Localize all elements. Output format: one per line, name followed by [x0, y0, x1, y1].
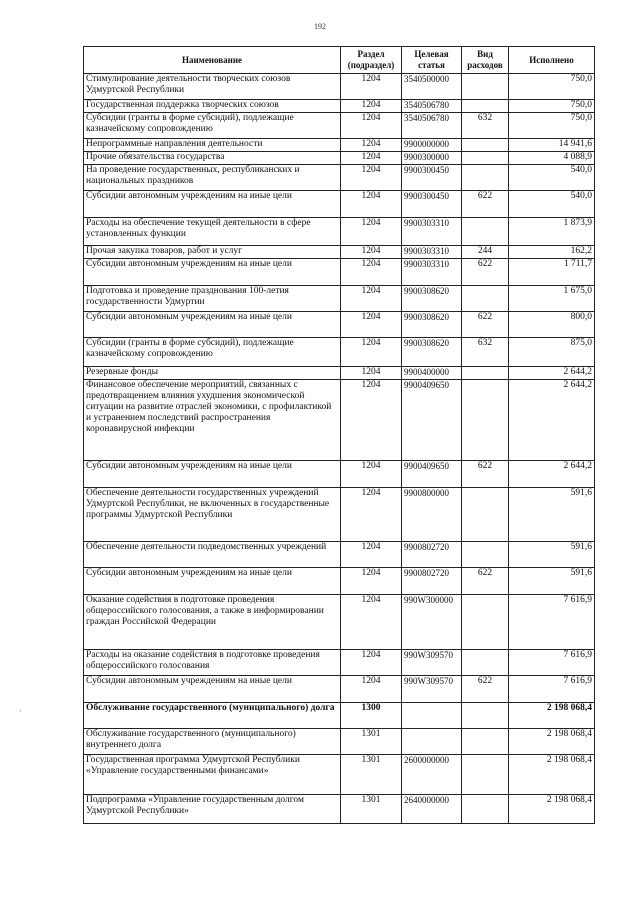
- table-row: [84, 729, 595, 755]
- row-amount: 7 616,9: [509, 650, 595, 676]
- table-row: [84, 113, 595, 139]
- table-header-row: [84, 47, 595, 74]
- row-target: 9900800000: [402, 488, 462, 542]
- table-row: [84, 259, 595, 286]
- row-section: 1301: [341, 755, 402, 795]
- row-amount: 2 198 068,4: [509, 703, 595, 729]
- row-name: Субсидии автономным учреждениям на иные цели: [84, 676, 341, 703]
- row-amount: 2 198 068,4: [509, 755, 595, 795]
- row-kind: [462, 795, 509, 824]
- row-section: 1204: [341, 152, 402, 165]
- row-amount: 7 616,9: [509, 595, 595, 650]
- row-amount: 540,0: [509, 191, 595, 218]
- row-kind: [462, 286, 509, 312]
- row-target: 990W300000: [402, 595, 462, 650]
- row-section: 1204: [341, 380, 402, 461]
- table-row: [84, 286, 595, 312]
- row-name: Субсидии автономным учреждениям на иные цели: [84, 312, 341, 338]
- row-section: 1204: [341, 139, 402, 152]
- table-row: [84, 218, 595, 246]
- row-amount: 750,0: [509, 100, 595, 113]
- table-row: [84, 191, 595, 218]
- table-row: [84, 338, 595, 367]
- table-row: [84, 676, 595, 703]
- row-kind: [462, 595, 509, 650]
- row-kind: 622: [462, 259, 509, 286]
- row-target: 9900409650: [402, 461, 462, 488]
- table-row: [84, 74, 595, 100]
- row-amount: 2 644,2: [509, 380, 595, 461]
- row-name: Подготовка и проведение празднования 100-летия государственности Удмуртии: [84, 286, 341, 312]
- row-kind: [462, 729, 509, 755]
- row-target: 9900308620: [402, 286, 462, 312]
- table-row: [84, 542, 595, 568]
- row-name: Государственная поддержка творческих союзов: [84, 100, 341, 113]
- row-name: Субсидии автономным учреждениям на иные цели: [84, 191, 341, 218]
- row-amount: 1 675,0: [509, 286, 595, 312]
- row-section: 1204: [341, 650, 402, 676]
- row-name: На проведение государственных, республиканских и национальных праздников: [84, 165, 341, 191]
- row-amount: 1 873,9: [509, 218, 595, 246]
- row-target: 2600000000: [402, 755, 462, 795]
- row-kind: [462, 488, 509, 542]
- row-kind: [462, 165, 509, 191]
- row-section: 1204: [341, 218, 402, 246]
- row-kind: [462, 380, 509, 461]
- table-row: [84, 488, 595, 542]
- row-name: Финансовое обеспечение мероприятий, связанных с предотвращением влияния ухудшения экономической ситуации на развитие отраслей экономики, с профилактикой и устранением последствий распространения коронавирусной инфекции: [84, 380, 341, 461]
- row-section: 1204: [341, 312, 402, 338]
- table-row: [84, 165, 595, 191]
- row-section: 1204: [341, 568, 402, 595]
- row-target: 9900308620: [402, 338, 462, 367]
- row-name: Обслуживание государственного (муниципального) долга: [84, 703, 341, 729]
- header-kind: Вид расходов: [462, 47, 509, 74]
- row-section: 1204: [341, 676, 402, 703]
- row-target: 9900300450: [402, 191, 462, 218]
- row-amount: 540,0: [509, 165, 595, 191]
- row-kind: [462, 218, 509, 246]
- table-row: [84, 367, 595, 380]
- row-name: Стимулирование деятельности творческих союзов Удмуртской Республики: [84, 74, 341, 100]
- header-name: Наименование: [84, 47, 341, 74]
- row-name: Расходы на обеспечение текущей деятельности в сфере установленных функции: [84, 218, 341, 246]
- table-row: [84, 139, 595, 152]
- row-kind: [462, 74, 509, 100]
- row-name: Обеспечение деятельности государственных учреждений Удмуртской Республики, не включенных в государственные программы Удмуртской Республики: [84, 488, 341, 542]
- row-amount: 2 644,2: [509, 461, 595, 488]
- row-target: 990W309570: [402, 676, 462, 703]
- row-amount: 2 198 068,4: [509, 729, 595, 755]
- table-row: [84, 380, 595, 461]
- table-row: [84, 650, 595, 676]
- table-row: [84, 312, 595, 338]
- row-amount: 591,6: [509, 488, 595, 542]
- row-kind: [462, 139, 509, 152]
- row-section: 1204: [341, 286, 402, 312]
- row-amount: 14 941,6: [509, 139, 595, 152]
- row-name: Расходы на оказание содействия в подготовке проведения общероссийского голосования: [84, 650, 341, 676]
- row-name: Резервные фонды: [84, 367, 341, 380]
- row-target: 9900400000: [402, 367, 462, 380]
- row-target: [402, 729, 462, 755]
- row-target: 2640000000: [402, 795, 462, 824]
- row-section: 1204: [341, 100, 402, 113]
- table-row: [84, 568, 595, 595]
- row-name: Субсидии автономным учреждениям на иные цели: [84, 461, 341, 488]
- header-amount: Исполнено: [509, 47, 595, 74]
- row-kind: 622: [462, 312, 509, 338]
- row-name: Оказание содействия в подготовке проведения общероссийского голосования, а также в информировании граждан Российской Федерации: [84, 595, 341, 650]
- row-kind: [462, 650, 509, 676]
- table-row: [84, 703, 595, 729]
- row-section: 1204: [341, 246, 402, 259]
- row-name: Субсидии (гранты в форме субсидий), подлежащие казначейскому сопровождению: [84, 113, 341, 139]
- row-section: 1204: [341, 488, 402, 542]
- row-name: Обслуживание государственного (муниципального) внутреннего долга: [84, 729, 341, 755]
- row-section: 1204: [341, 259, 402, 286]
- row-amount: 162,2: [509, 246, 595, 259]
- row-kind: 622: [462, 461, 509, 488]
- row-section: 1204: [341, 165, 402, 191]
- row-kind: 622: [462, 568, 509, 595]
- row-section: 1204: [341, 191, 402, 218]
- row-name: Государственная программа Удмуртской Республики «Управление государственными финансами»: [84, 755, 341, 795]
- row-amount: 1 711,7: [509, 259, 595, 286]
- row-target: 9900303310: [402, 218, 462, 246]
- table-row: [84, 246, 595, 259]
- row-section: 1204: [341, 542, 402, 568]
- row-kind: 632: [462, 113, 509, 139]
- row-section: 1204: [341, 595, 402, 650]
- table-body: [84, 74, 595, 824]
- row-target: 9900409650: [402, 380, 462, 461]
- row-name: Непрограммные направления деятельности: [84, 139, 341, 152]
- row-target: 3540500000: [402, 74, 462, 100]
- row-name: Субсидии автономным учреждениям на иные цели: [84, 568, 341, 595]
- row-amount: 2 644,2: [509, 367, 595, 380]
- table-row: [84, 461, 595, 488]
- row-kind: [462, 100, 509, 113]
- page-number: 192: [314, 22, 326, 31]
- row-section: 1204: [341, 113, 402, 139]
- row-target: 3540506780: [402, 100, 462, 113]
- row-section: 1204: [341, 367, 402, 380]
- row-target: 990W309570: [402, 650, 462, 676]
- row-target: 3540506780: [402, 113, 462, 139]
- header-section: Раздел (подраздел): [341, 47, 402, 74]
- row-name: Подпрограмма «Управление государственным долгом Удмуртской Республики»: [84, 795, 341, 824]
- row-amount: 2 198 068,4: [509, 795, 595, 824]
- row-section: 1204: [341, 74, 402, 100]
- row-kind: 622: [462, 191, 509, 218]
- table-row: [84, 100, 595, 113]
- row-section: 1204: [341, 461, 402, 488]
- table-row: [84, 755, 595, 795]
- row-kind: [462, 755, 509, 795]
- row-kind: 622: [462, 676, 509, 703]
- row-kind: [462, 367, 509, 380]
- row-target: 9900303310: [402, 259, 462, 286]
- row-name: Субсидии (гранты в форме субсидий), подлежащие казначейскому сопровождению: [84, 338, 341, 367]
- row-amount: 591,6: [509, 542, 595, 568]
- row-amount: 750,0: [509, 113, 595, 139]
- row-kind: 632: [462, 338, 509, 367]
- row-target: 9900300450: [402, 165, 462, 191]
- row-amount: 750,0: [509, 74, 595, 100]
- row-name: Субсидии автономным учреждениям на иные цели: [84, 259, 341, 286]
- row-name: Прочая закупка товаров, работ и услуг: [84, 246, 341, 259]
- margin-mark: ·: [19, 707, 22, 716]
- row-target: 9900300000: [402, 152, 462, 165]
- row-kind: [462, 542, 509, 568]
- row-amount: 800,0: [509, 312, 595, 338]
- table-row: [84, 152, 595, 165]
- row-target: [402, 703, 462, 729]
- row-section: 1300: [341, 703, 402, 729]
- budget-table: [83, 46, 595, 824]
- row-target: 9900000000: [402, 139, 462, 152]
- row-section: 1301: [341, 729, 402, 755]
- row-target: 9900802720: [402, 542, 462, 568]
- row-kind: [462, 152, 509, 165]
- row-amount: 4 088,9: [509, 152, 595, 165]
- table-row: [84, 595, 595, 650]
- row-target: 9900802720: [402, 568, 462, 595]
- row-kind: 244: [462, 246, 509, 259]
- row-section: 1301: [341, 795, 402, 824]
- row-amount: 875,0: [509, 338, 595, 367]
- table-row: [84, 795, 595, 824]
- row-amount: 591,6: [509, 568, 595, 595]
- row-name: Обеспечение деятельности подведомственных учреждений: [84, 542, 341, 568]
- row-name: Прочие обязательства государства: [84, 152, 341, 165]
- row-target: 9900308620: [402, 312, 462, 338]
- row-section: 1204: [341, 338, 402, 367]
- row-amount: 7 616,9: [509, 676, 595, 703]
- header-target: Целевая статья: [402, 47, 462, 74]
- row-kind: [462, 703, 509, 729]
- row-target: 9900303310: [402, 246, 462, 259]
